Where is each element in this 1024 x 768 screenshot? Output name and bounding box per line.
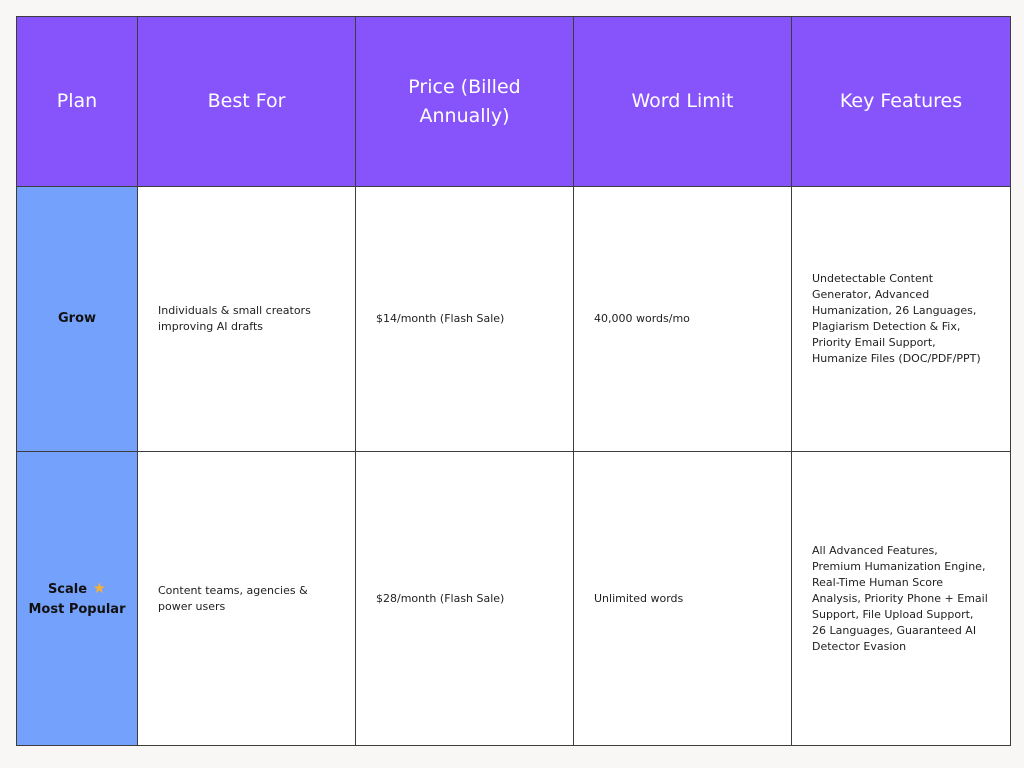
table-row-scale: [17, 452, 1011, 746]
key-features-text: Undetectable Content Generator, Advanced Humanization, 26 Languages, Plagiarism Detection & Fix, Priority Email Support, Humanize Files (DOC/PDF/PPT): [812, 272, 981, 365]
most-popular-badge: Most Popular: [28, 601, 126, 617]
best-for-text: Individuals & small creators improving AI drafts: [158, 304, 311, 333]
header-key-features: Key Features: [792, 17, 1011, 187]
plan-name: Scale: [47, 581, 88, 597]
plan-name-line: [23, 578, 131, 600]
price-cell: [356, 452, 574, 746]
pricing-table: [16, 16, 1011, 746]
best-for-text: Content teams, agencies & power users: [158, 583, 308, 613]
table-header: [17, 17, 1011, 187]
best-for-cell: [138, 452, 356, 746]
header-word-limit: Word Limit: [574, 17, 792, 187]
price-cell: [356, 187, 574, 452]
header-plan: Plan: [17, 17, 138, 187]
plan-name: Grow: [57, 311, 97, 326]
key-features-cell: [792, 187, 1011, 452]
header-price: Price (Billed Annually): [356, 17, 574, 187]
word-limit-text: 40,000 words/mo: [594, 312, 690, 325]
header-best-for: Best For: [138, 17, 356, 187]
key-features-text: All Advanced Features, Premium Humanization Engine, Real-Time Human Score Analysis, Priority Phone + Email Support, File Upload Support, 26 Languages, Guaranteed AI Detector Evasion: [812, 543, 988, 653]
word-limit-cell: [574, 452, 792, 746]
plan-name-cell: [17, 187, 138, 452]
word-limit-cell: [574, 187, 792, 452]
word-limit-text: Unlimited words: [594, 591, 684, 605]
price-text: $14/month (Flash Sale): [376, 312, 505, 325]
price-text: $28/month (Flash Sale): [376, 591, 505, 605]
best-for-cell: [138, 187, 356, 452]
table-body: [17, 187, 1011, 746]
table-row-grow: [17, 187, 1011, 452]
star-icon: ★: [92, 578, 107, 597]
header-row: [17, 17, 1011, 187]
plan-name-cell: [17, 452, 138, 746]
key-features-cell: [792, 452, 1011, 746]
